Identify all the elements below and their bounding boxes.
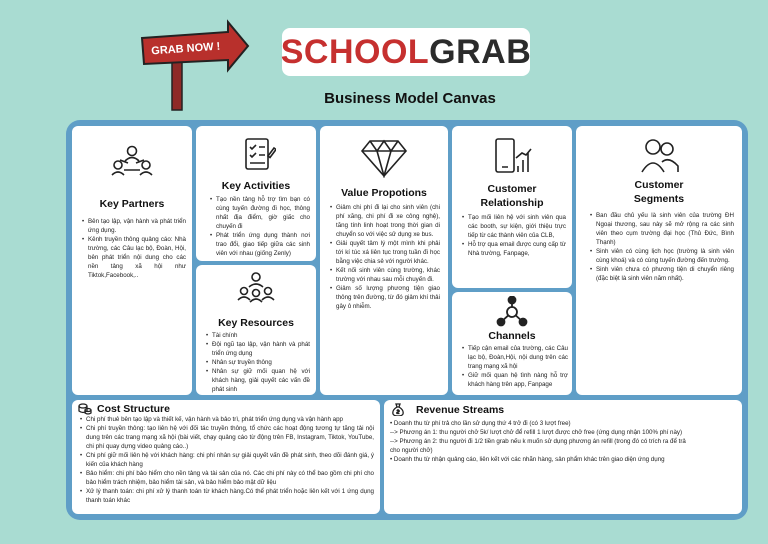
key-partners-list — [82, 218, 186, 281]
customer-relationship-list — [462, 214, 566, 259]
customer-segments-list — [590, 212, 734, 284]
list-item: • Sinh viên chưa có phương tiện di chuyển riêng (đặc biệt là sinh viên năm nhất). — [590, 266, 734, 284]
list-item: • Tạo mối liên hệ với sinh viên qua các booth, sự kiện, giới thiệu trực tiếp từ các thành viên của CLB, — [462, 214, 566, 241]
channels-list — [462, 345, 568, 390]
key-partners-cell — [72, 126, 192, 395]
checklist-icon — [240, 136, 276, 174]
money-bag-icon — [392, 403, 404, 416]
key-activities-list — [210, 196, 310, 259]
list-item: • Xử lý thanh toán: chi phí xử lý thanh toán từ khách hàng.Có thể phát triển hoặc liên kết với 1 ứng dụng thanh toán khác — [80, 488, 374, 506]
molecule-icon — [496, 296, 528, 328]
key-resources-title: Key Resources — [218, 317, 294, 329]
phone-chart-icon — [492, 136, 532, 176]
key-activities-cell — [196, 126, 316, 261]
key-resources-list — [206, 332, 310, 395]
list-item: • Giảm số lượng phương tiện giao thông trên đường, từ đó giảm khí thải gây ô nhiễm. — [330, 285, 440, 312]
revenue-streams-title: Revenue Streams — [416, 403, 505, 416]
key-partners-title: Key Partners — [99, 198, 165, 210]
business-model-canvas — [66, 120, 748, 520]
brand-logo — [282, 28, 530, 76]
list-item: • Ban đầu chủ yếu là sinh viên của trường ĐH Ngoại thương, sau này sẽ mở rộng ra các sinh viên theo cụm trường đại học (Thủ Đức, Bình Thạnh) — [590, 212, 734, 248]
grab-now-sign — [140, 18, 250, 113]
list-item: • Giải quyết tâm lý một mình khi phải tới kí túc xá liên tục trong tuần đi học bằng việc chia sẻ với người khác. — [330, 240, 440, 267]
list-item: • Tạo nền tảng hỗ trợ tìm bạn có cùng tuyến đường đi học, thông nhất địa điểm, giờ giấc cho chuyến đi — [210, 196, 310, 232]
value-propositions-list — [330, 204, 440, 312]
people-network-icon — [110, 144, 154, 180]
team-icon — [236, 271, 276, 303]
cost-structure-header — [78, 403, 170, 415]
revenue-line: --> Phương án 2: thu người đi 1/2 tiền grab nếu k muốn sử dụng phương án refill (trong đó có trích ra để trả cho người chở) — [390, 437, 686, 454]
revenue-streams-content — [390, 420, 690, 465]
customer-segments-cell — [576, 126, 742, 395]
customer-relationship-cell — [452, 126, 572, 288]
revenue-line: • Doanh thu từ nhận quảng cáo, liên kết với các nhãn hàng, sản phẩm khác trên giao diện ứng dụng — [390, 455, 665, 463]
list-item: • Hỗ trợ qua email được cung cấp từ Nhà trường, Fanpage, — [462, 241, 566, 259]
coins-icon — [78, 403, 92, 415]
customer-relationship-title — [452, 182, 572, 210]
customer-segments-title-text: Customer Segments — [633, 179, 685, 206]
revenue-line: --> Phương án 1: thu người chở 5k/ lượt chở để refill 1 lượt được chở free (ứng dụng nhận 100% phí này) — [390, 428, 683, 436]
list-item: • Đội ngũ tạo lập, vận hành và phát triển ứng dụng — [206, 341, 310, 359]
list-item: • Giảm chi phí đi lại cho sinh viên (chi phí xăng, chi phí đi xe công nghệ), tăng tính linh hoạt trong thời gian di chuyển so với việc sử dụng xe bus. — [330, 204, 440, 240]
list-item: • Nhân sự truyền thông — [206, 359, 310, 368]
list-item: • Giữ mối quan hệ tình nàng hỗ trợ khách hàng trên app, Fanpage — [462, 372, 568, 390]
list-item: • Kênh truyền thông quảng cáo: Nhà trường, các Câu lạc bộ, Đoàn, Hội, bên phát triển nội dung cho các nền tảng xã hội như Tiktok,Facebook,.. — [82, 236, 186, 281]
list-item: • Kết nối sinh viên cùng trường, khác trường với nhau sau mỗi chuyến đi. — [330, 267, 440, 285]
channels-cell — [452, 292, 572, 395]
sign-label: GRAB NOW ! — [150, 40, 221, 58]
cost-structure-list — [80, 416, 374, 506]
brand-part-school: SCHOOL — [280, 32, 430, 71]
list-item: • Nhân sự giữ mối quan hệ với khách hàng, giải quyết các vấn đề phát sinh — [206, 368, 310, 395]
list-item: • Tài chính — [206, 332, 310, 341]
list-item: • Chi phí giữ mối liên hệ với khách hàng: chi phí nhân sự giải quyết vấn đề phát sinh, theo dõi đánh giá, ý kiến của khách hàng — [80, 452, 374, 470]
list-item: • Bên tạo lập, vận hành và phát triển ứng dụng. — [82, 218, 186, 236]
key-activities-title: Key Activities — [221, 180, 291, 192]
cost-structure-title: Cost Structure — [97, 403, 170, 415]
channels-title: Channels — [488, 330, 536, 342]
users-group-icon — [640, 136, 680, 174]
list-item: • Bảo hiểm: chi phí bảo hiểm cho nền tảng và tài sản của nó. Các chi phí này có thể bao gồm chi phí cho bảo hiểm trách nhiệm, bảo hiểm tài sản, và bảo hiểm bảo mật dữ liệu — [80, 470, 374, 488]
list-item: • Sinh viên có cùng lịch học (trường là sinh viên cùng khoá) và có cùng tuyến đường đến trường. — [590, 248, 734, 266]
customer-relationship-title-text: Customer Relationship — [480, 183, 544, 210]
page-subtitle: Business Model Canvas — [324, 90, 496, 107]
list-item: • Tiếp cận email của trường, các Câu lạc bộ, Đoàn,Hội, nội dung trên các trang mạng xã hội — [462, 345, 568, 372]
brand-part-grab: GRAB — [429, 32, 532, 71]
value-propositions-cell — [320, 126, 448, 395]
key-resources-cell — [196, 265, 316, 395]
value-propositions-title: Value Propotions — [341, 187, 427, 199]
revenue-line: • Doanh thu từ phí trả cho lần sử dụng thứ 4 trở đi (có 3 lượt free) — [390, 420, 571, 427]
revenue-streams-cell — [384, 400, 742, 514]
cost-structure-cell — [72, 400, 380, 514]
diamond-icon — [360, 138, 408, 178]
list-item: • Chi phí thuê bên tạo lập và thiết kế, vận hành và bảo trì, phát triển ứng dụng và vận hành app — [80, 416, 374, 425]
customer-segments-title — [576, 178, 742, 206]
list-item: • Phát triển ứng dụng thành nơi trao đổi, giao tiếp giữa các sinh viên với nhau (giống Zenly) — [210, 232, 310, 259]
revenue-streams-header — [392, 403, 504, 416]
list-item: • Chi phí truyền thông: tạo liên hệ với đối tác truyền thông, tổ chức các hoạt động tương tự tăng tải nội dung trên các trang mạng xã hội (bài viết, chạy quảng cáo từ động trên FB, Instagram, Tiktok, YouTube, chi phí quay dựng video quảng cáo..) — [80, 425, 374, 452]
